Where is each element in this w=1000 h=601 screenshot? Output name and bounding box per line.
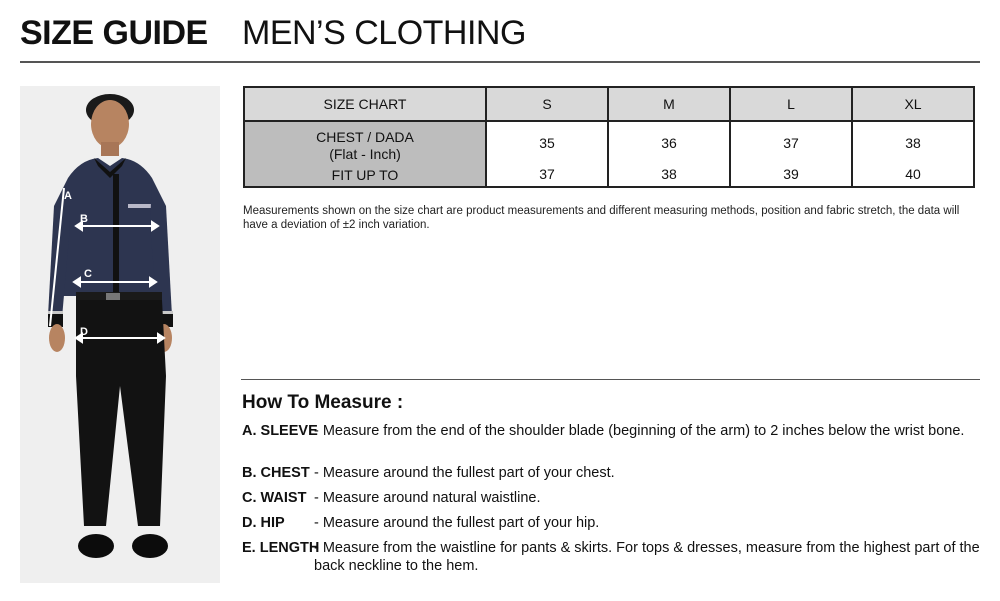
measure-key-waist: C. WAIST: [242, 490, 307, 506]
figure-label-a: A: [64, 190, 72, 202]
measure-key-length: E. LENGTH: [242, 540, 320, 556]
model-illustration: [20, 86, 220, 583]
value-cell-m: [608, 121, 730, 187]
measure-text-hip: - Measure around the fullest part of your hip.: [314, 515, 600, 531]
value-cell-s: [486, 121, 608, 187]
size-header-s: S: [486, 87, 608, 121]
measure-key-sleeve: A. SLEEVE: [242, 423, 318, 439]
size-header-m: M: [608, 87, 730, 121]
fit-value-s: 37: [539, 166, 555, 182]
chest-value-m: 36: [661, 135, 677, 151]
measure-text-length: - Measure from the waistline for pants & skirts. For tops & dresses, measure from the highest part of the back neckline to the hem.: [314, 540, 980, 574]
how-to-measure-title: How To Measure :: [242, 392, 404, 413]
size-chart-header-row: [244, 87, 974, 121]
fit-value-m: 38: [661, 166, 677, 182]
chest-value-s: 35: [539, 135, 555, 151]
fit-value-l: 39: [783, 166, 799, 182]
figure-label-c: C: [84, 268, 92, 280]
chest-value-l: 37: [783, 135, 799, 151]
page-title: SIZE GUIDE: [20, 14, 208, 52]
size-chart-header-cell: SIZE CHART: [244, 87, 486, 121]
size-header-l: L: [730, 87, 852, 121]
measure-text-waist: - Measure around natural waistline.: [314, 490, 541, 506]
fit-up-to-label: FIT UP TO: [331, 167, 399, 183]
page-subtitle: MEN’S CLOTHING: [242, 14, 526, 52]
measure-key-hip: D. HIP: [242, 515, 285, 531]
model-figure: [20, 86, 220, 583]
size-chart-table: [243, 86, 975, 188]
section-divider: [241, 379, 980, 380]
chest-label-line1: CHEST / DADA: [316, 129, 414, 145]
fit-value-xl: 40: [905, 166, 921, 182]
measure-key-chest: B. CHEST: [242, 465, 310, 481]
value-cell-l: [730, 121, 852, 187]
measurement-note: Measurements shown on the size chart are product measurements and different measuring methods, position and fabric stretch, the data will have a deviation of ±2 inch variation.: [243, 205, 960, 231]
header-divider: [20, 61, 980, 63]
value-cell-xl: [852, 121, 974, 187]
chest-label: [245, 123, 485, 163]
measure-text-chest: - Measure around the fullest part of your chest.: [314, 465, 615, 481]
measure-text-sleeve: - Measure from the end of the shoulder blade (beginning of the arm) to 2 inches below the wrist bone.: [314, 423, 965, 439]
figure-label-b: B: [80, 213, 88, 225]
row-label-cell: [244, 121, 486, 187]
chest-value-xl: 38: [905, 135, 921, 151]
chest-label-line2: (Flat - Inch): [329, 146, 401, 162]
figure-label-d: D: [80, 326, 88, 338]
size-header-xl: XL: [852, 87, 974, 121]
size-chart-body-row: [244, 121, 974, 187]
